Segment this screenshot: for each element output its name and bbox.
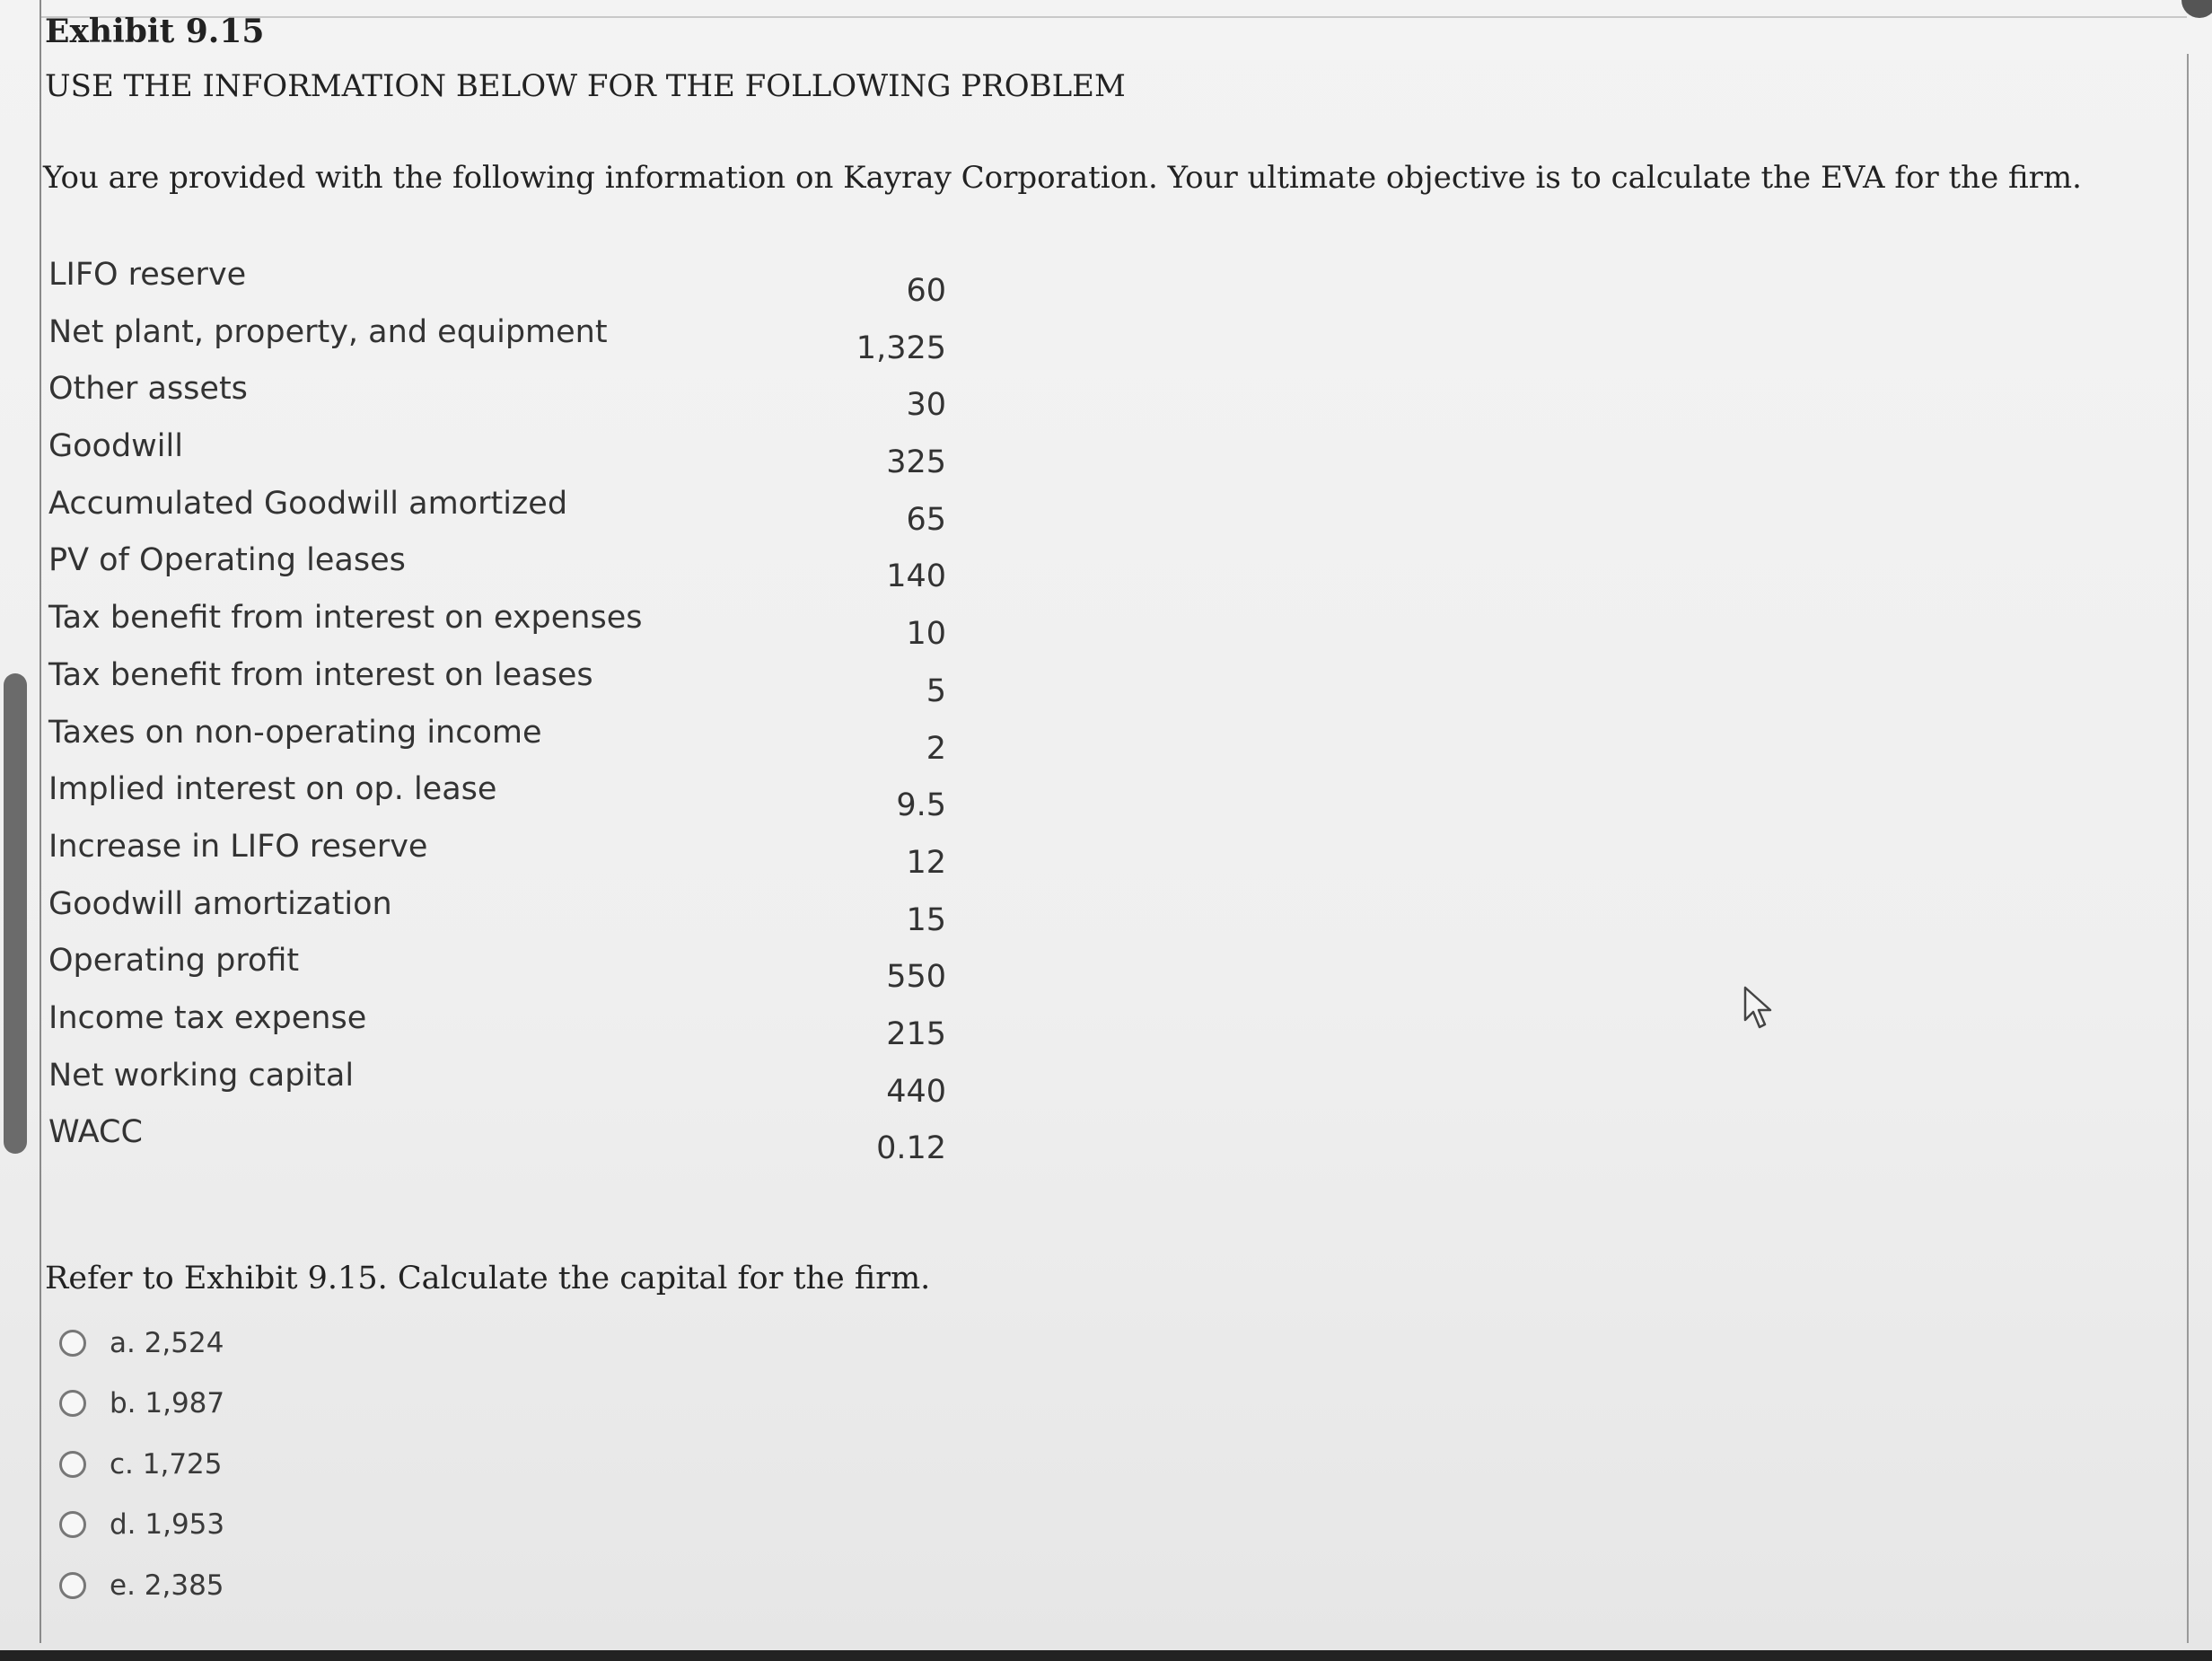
row-label: Operating profit: [48, 943, 300, 980]
row-label: Accumulated Goodwill amortized: [48, 485, 568, 522]
table-row: [48, 251, 946, 309]
table-row: [48, 709, 946, 767]
table-row: [48, 995, 946, 1052]
table-row: [48, 881, 946, 938]
exhibit-intro: You are provided with the following information on Kayray Corporation. Your ultimate objective is to calculate the EVA for the firm.: [43, 160, 2082, 196]
answer-option-a[interactable]: [59, 1313, 224, 1374]
radio-button[interactable]: [59, 1330, 86, 1357]
table-row: [48, 537, 946, 594]
row-value: 0.12: [876, 1130, 946, 1167]
exhibit-title: Exhibit 9.15: [45, 13, 265, 50]
corner-indicator: [2181, 0, 2212, 18]
table-row: [48, 766, 946, 823]
row-label: WACC: [48, 1114, 143, 1151]
option-label: d. 1,953: [110, 1508, 225, 1542]
question-text: Refer to Exhibit 9.15. Calculate the capital for the firm.: [45, 1261, 931, 1296]
row-label: Implied interest on op. lease: [48, 771, 497, 808]
row-label: Income tax expense: [48, 999, 367, 1036]
table-row: [48, 823, 946, 881]
answer-option-b[interactable]: [59, 1374, 224, 1435]
option-label: c. 1,725: [110, 1447, 223, 1481]
row-value: 550: [886, 959, 946, 996]
row-label: Goodwill amortization: [48, 885, 392, 922]
row-label: LIFO reserve: [48, 257, 247, 293]
row-label: Tax benefit from interest on expenses: [48, 600, 643, 637]
row-label: Net working capital: [48, 1057, 355, 1094]
row-label: Increase in LIFO reserve: [48, 828, 428, 865]
scrollbar-thumb[interactable]: [4, 673, 27, 1154]
left-content-border: [40, 0, 41, 1643]
row-value: 30: [906, 387, 946, 424]
row-value: 15: [906, 901, 946, 938]
mouse-pointer-icon: [1742, 984, 1778, 1033]
table-row: [48, 1052, 946, 1110]
row-value: 60: [906, 273, 946, 309]
radio-button[interactable]: [59, 1572, 86, 1599]
financial-data-table: [48, 251, 946, 1166]
option-label: b. 1,987: [110, 1387, 225, 1420]
option-label: a. 2,524: [110, 1326, 224, 1359]
row-label: Taxes on non-operating income: [48, 714, 542, 751]
option-label: e. 2,385: [110, 1569, 224, 1602]
radio-button[interactable]: [59, 1511, 86, 1538]
row-value: 12: [906, 844, 946, 881]
row-value: 1,325: [856, 330, 946, 366]
bottom-bezel: [0, 1650, 2212, 1661]
answer-option-d[interactable]: [59, 1495, 224, 1556]
row-value: 440: [886, 1073, 946, 1110]
row-value: 10: [906, 616, 946, 653]
table-row: [48, 937, 946, 995]
answer-option-c[interactable]: [59, 1434, 224, 1495]
top-divider: [41, 16, 2187, 18]
table-row: [48, 652, 946, 709]
answer-option-e[interactable]: [59, 1555, 224, 1616]
row-value: 215: [886, 1015, 946, 1052]
table-row: [48, 480, 946, 538]
exhibit-instruction: USE THE INFORMATION BELOW FOR THE FOLLOWING PROBLEM: [45, 68, 1126, 104]
radio-button[interactable]: [59, 1451, 86, 1478]
right-content-border: [2187, 54, 2189, 1643]
answer-options: [59, 1313, 224, 1616]
row-value: 65: [906, 501, 946, 538]
row-label: PV of Operating leases: [48, 542, 406, 579]
table-row: [48, 365, 946, 423]
table-row: [48, 594, 946, 652]
row-label: Tax benefit from interest on leases: [48, 656, 593, 693]
table-row: [48, 423, 946, 480]
table-row: [48, 309, 946, 366]
row-label: Net plant, property, and equipment: [48, 313, 608, 350]
row-value: 9.5: [896, 787, 946, 824]
row-value: 140: [886, 558, 946, 595]
row-label: Other assets: [48, 371, 248, 408]
row-label: Goodwill: [48, 428, 183, 465]
radio-button[interactable]: [59, 1390, 86, 1417]
row-value: 325: [886, 444, 946, 481]
row-value: 2: [926, 730, 946, 767]
row-value: 5: [926, 672, 946, 709]
table-row: [48, 1109, 946, 1166]
